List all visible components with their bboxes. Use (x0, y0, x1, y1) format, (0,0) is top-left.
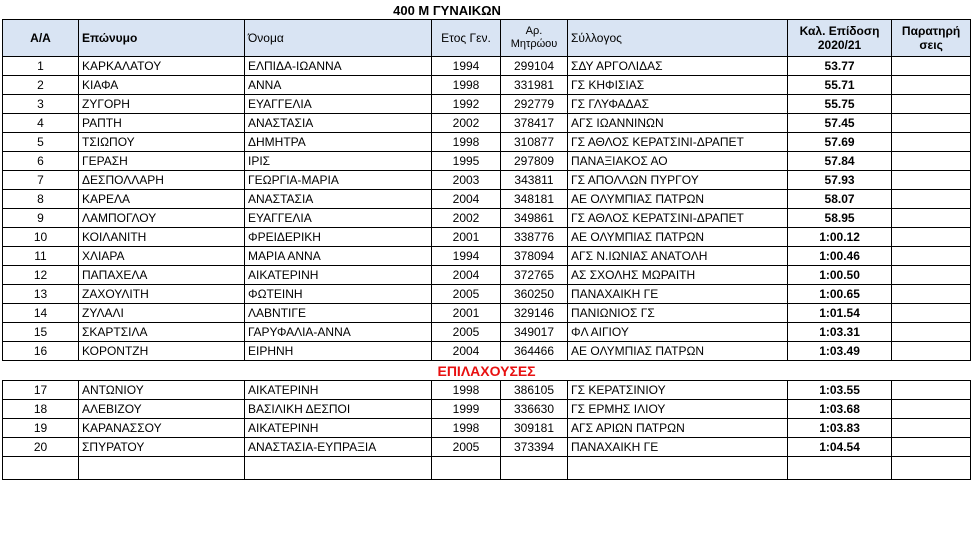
cell-surname: ΡΑΠΤΗ (79, 114, 245, 133)
cell-notes (892, 438, 971, 457)
blank-row (3, 457, 971, 480)
cell-notes (892, 95, 971, 114)
cell-year: 2001 (432, 228, 501, 247)
cell-aa: 18 (3, 400, 79, 419)
cell-surname: ΣΠΥΡΑΤΟΥ (79, 438, 245, 457)
cell-name: ΔΗΜΗΤΡΑ (245, 133, 432, 152)
cell-notes (892, 323, 971, 342)
cell-year: 1998 (432, 76, 501, 95)
cell-club: ΓΣ ΑΠΟΛΛΩΝ ΠΥΡΓΟΥ (568, 171, 788, 190)
header-best: Καλ. Επίδοση 2020/21 (788, 20, 892, 57)
cell-notes (892, 342, 971, 361)
cell-club: ΠΑΝΑΧΑΙΚΗ ΓΕ (568, 438, 788, 457)
cell-aa: 9 (3, 209, 79, 228)
cell-aa: 6 (3, 152, 79, 171)
cell-surname: ΛΑΜΠΟΓΛΟΥ (79, 209, 245, 228)
blank-cell (79, 457, 245, 480)
blank-cell (892, 2, 971, 20)
cell-aa: 17 (3, 381, 79, 400)
cell-club: ΑΕ ΟΛΥΜΠΙΑΣ ΠΑΤΡΩΝ (568, 228, 788, 247)
cell-name: ΑΙΚΑΤΕΡΙΝΗ (245, 266, 432, 285)
table-row (3, 400, 971, 419)
cell-surname: ΚΟΙΛΑΝΙΤΗ (79, 228, 245, 247)
table-row (3, 171, 971, 190)
cell-notes (892, 266, 971, 285)
cell-aa: 14 (3, 304, 79, 323)
cell-notes (892, 247, 971, 266)
cell-name: ΓΑΡΥΦΑΛΙΑ-ΑΝΝΑ (245, 323, 432, 342)
table-row (3, 342, 971, 361)
cell-reg: 386105 (501, 381, 568, 400)
cell-year: 1998 (432, 133, 501, 152)
header-name: Όνομα (245, 20, 432, 57)
table-row (3, 114, 971, 133)
cell-best: 57.93 (788, 171, 892, 190)
cell-club: ΓΣ ΑΘΛΟΣ ΚΕΡΑΤΣΙΝΙ-ΔΡΑΠΕΤ (568, 133, 788, 152)
cell-surname: ΠΑΠΑΧΕΛΑ (79, 266, 245, 285)
cell-name: ΕΙΡΗΝΗ (245, 342, 432, 361)
cell-club: ΓΣ ΕΡΜΗΣ ΙΛΙΟΥ (568, 400, 788, 419)
cell-reg: 309181 (501, 419, 568, 438)
results-table (2, 2, 971, 480)
cell-name: ΕΥΑΓΓΕΛΙΑ (245, 209, 432, 228)
cell-reg: 348181 (501, 190, 568, 209)
table-row (3, 57, 971, 76)
cell-club: ΑΕ ΟΛΥΜΠΙΑΣ ΠΑΤΡΩΝ (568, 190, 788, 209)
header-year: Ετος Γεν. (432, 20, 501, 57)
cell-name: ΕΛΠΙΔΑ-ΙΩΑΝΝΑ (245, 57, 432, 76)
cell-best: 1:00.46 (788, 247, 892, 266)
table-title: 400 Μ ΓΥΝΑΙΚΩΝ (3, 2, 892, 20)
spreadsheet (2, 2, 970, 480)
table-row (3, 133, 971, 152)
cell-year: 2005 (432, 438, 501, 457)
cell-surname: ΖΥΓΟΡΗ (79, 95, 245, 114)
cell-surname: ΧΛΙΑΡΑ (79, 247, 245, 266)
cell-best: 55.75 (788, 95, 892, 114)
cell-year: 1994 (432, 247, 501, 266)
title-row (3, 2, 971, 20)
cell-club: ΦΛ ΑΙΓΙΟΥ (568, 323, 788, 342)
cell-reg: 297809 (501, 152, 568, 171)
cell-aa: 8 (3, 190, 79, 209)
cell-name: ΦΡΕΙΔΕΡΙΚΗ (245, 228, 432, 247)
table-row (3, 95, 971, 114)
cell-notes (892, 419, 971, 438)
cell-reg: 378094 (501, 247, 568, 266)
cell-club: ΓΣ ΓΛΥΦΑΔΑΣ (568, 95, 788, 114)
cell-surname: ΑΛΕΒΙΖΟΥ (79, 400, 245, 419)
blank-cell (501, 457, 568, 480)
cell-notes (892, 76, 971, 95)
cell-reg: 331981 (501, 76, 568, 95)
cell-year: 2002 (432, 209, 501, 228)
blank-cell (788, 457, 892, 480)
blank-cell (245, 457, 432, 480)
header-row (3, 20, 971, 57)
blank-cell (568, 457, 788, 480)
cell-year: 2005 (432, 285, 501, 304)
cell-best: 57.84 (788, 152, 892, 171)
table-row (3, 209, 971, 228)
cell-reg: 364466 (501, 342, 568, 361)
cell-notes (892, 228, 971, 247)
table-row (3, 190, 971, 209)
cell-best: 57.45 (788, 114, 892, 133)
cell-year: 2001 (432, 304, 501, 323)
cell-surname: ΚΑΡΕΛΑ (79, 190, 245, 209)
cell-name: ΜΑΡΙΑ ΑΝΝΑ (245, 247, 432, 266)
table-row (3, 304, 971, 323)
cell-surname: ΚΟΡΟΝΤΖΗ (79, 342, 245, 361)
cell-notes (892, 57, 971, 76)
cell-notes (892, 209, 971, 228)
cell-best: 58.07 (788, 190, 892, 209)
cell-reg: 378417 (501, 114, 568, 133)
cell-club: ΣΔΥ ΑΡΓΟΛΙΔΑΣ (568, 57, 788, 76)
cell-notes (892, 133, 971, 152)
cell-best: 1:00.12 (788, 228, 892, 247)
cell-name: ΓΕΩΡΓΙΑ-ΜΑΡΙΑ (245, 171, 432, 190)
cell-notes (892, 285, 971, 304)
table-row (3, 438, 971, 457)
cell-best: 1:03.55 (788, 381, 892, 400)
cell-aa: 13 (3, 285, 79, 304)
cell-year: 1999 (432, 400, 501, 419)
cell-name: ΑΝΝΑ (245, 76, 432, 95)
cell-surname: ΚΑΡΑΝΑΣΣΟΥ (79, 419, 245, 438)
cell-aa: 15 (3, 323, 79, 342)
cell-aa: 5 (3, 133, 79, 152)
cell-year: 2004 (432, 342, 501, 361)
cell-club: ΑΓΣ Ν.ΙΩΝΙΑΣ ΑΝΑΤΟΛΗ (568, 247, 788, 266)
cell-club: ΓΣ ΑΘΛΟΣ ΚΕΡΑΤΣΙΝΙ-ΔΡΑΠΕΤ (568, 209, 788, 228)
header-surname: Επώνυμο (79, 20, 245, 57)
table-row (3, 152, 971, 171)
cell-name: ΑΝΑΣΤΑΣΙΑ (245, 190, 432, 209)
cell-surname: ΤΣΙΩΠΟΥ (79, 133, 245, 152)
cell-reg: 310877 (501, 133, 568, 152)
blank-cell (3, 457, 79, 480)
cell-year: 2004 (432, 190, 501, 209)
table-row (3, 76, 971, 95)
cell-best: 1:03.49 (788, 342, 892, 361)
cell-name: ΑΙΚΑΤΕΡΙΝΗ (245, 381, 432, 400)
cell-name: ΒΑΣΙΛΙΚΗ ΔΕΣΠΟΙ (245, 400, 432, 419)
cell-year: 1998 (432, 381, 501, 400)
cell-reg: 299104 (501, 57, 568, 76)
cell-surname: ΚΑΡΚΑΛΑΤΟΥ (79, 57, 245, 76)
cell-club: ΑΓΣ ΙΩΑΝΝΙΝΩΝ (568, 114, 788, 133)
cell-name: ΕΥΑΓΓΕΛΙΑ (245, 95, 432, 114)
cell-aa: 19 (3, 419, 79, 438)
cell-club: ΠΑΝΑΧΑΙΚΗ ΓΕ (568, 285, 788, 304)
cell-aa: 3 (3, 95, 79, 114)
table-row (3, 323, 971, 342)
cell-best: 1:00.65 (788, 285, 892, 304)
blank-cell (432, 457, 501, 480)
cell-club: ΑΓΣ ΑΡΙΩΝ ΠΑΤΡΩΝ (568, 419, 788, 438)
header-notes: Παρατηρή σεις (892, 20, 971, 57)
cell-year: 1998 (432, 419, 501, 438)
cell-aa: 1 (3, 57, 79, 76)
cell-surname: ΖΥΛΑΛΙ (79, 304, 245, 323)
cell-notes (892, 190, 971, 209)
cell-club: ΓΣ ΚΗΦΙΣΙΑΣ (568, 76, 788, 95)
cell-best: 1:03.68 (788, 400, 892, 419)
cell-reg: 292779 (501, 95, 568, 114)
cell-reg: 343811 (501, 171, 568, 190)
cell-surname: ΔΕΣΠΟΛΛΑΡΗ (79, 171, 245, 190)
cell-club: ΠΑΝΑΞΙΑΚΟΣ ΑΟ (568, 152, 788, 171)
cell-year: 2005 (432, 323, 501, 342)
cell-year: 2002 (432, 114, 501, 133)
cell-best: 1:04.54 (788, 438, 892, 457)
cell-year: 1995 (432, 152, 501, 171)
header-reg: Αρ. Μητρώου (501, 20, 568, 57)
cell-year: 2003 (432, 171, 501, 190)
cell-surname: ΓΕΡΑΣΗ (79, 152, 245, 171)
cell-notes (892, 114, 971, 133)
blank-cell (892, 457, 971, 480)
table-row (3, 228, 971, 247)
cell-reg: 349861 (501, 209, 568, 228)
cell-notes (892, 400, 971, 419)
reserves-title: ΕΠΙΛΑΧΟΥΣΕΣ (3, 361, 971, 381)
cell-reg: 373394 (501, 438, 568, 457)
cell-name: ΦΩΤΕΙΝΗ (245, 285, 432, 304)
cell-best: 53.77 (788, 57, 892, 76)
cell-reg: 338776 (501, 228, 568, 247)
cell-aa: 11 (3, 247, 79, 266)
cell-name: ΑΝΑΣΤΑΣΙΑ-ΕΥΠΡΑΞΙΑ (245, 438, 432, 457)
cell-club: ΓΣ ΚΕΡΑΤΣΙΝΙΟΥ (568, 381, 788, 400)
cell-surname: ΚΙΑΦΑ (79, 76, 245, 95)
table-row (3, 266, 971, 285)
table-row (3, 247, 971, 266)
cell-reg: 360250 (501, 285, 568, 304)
cell-aa: 16 (3, 342, 79, 361)
cell-year: 2004 (432, 266, 501, 285)
cell-best: 1:00.50 (788, 266, 892, 285)
cell-year: 1994 (432, 57, 501, 76)
cell-reg: 329146 (501, 304, 568, 323)
cell-best: 1:01.54 (788, 304, 892, 323)
cell-year: 1992 (432, 95, 501, 114)
cell-aa: 10 (3, 228, 79, 247)
cell-reg: 336630 (501, 400, 568, 419)
cell-reg: 349017 (501, 323, 568, 342)
cell-aa: 7 (3, 171, 79, 190)
cell-surname: ΑΝΤΩΝΙΟΥ (79, 381, 245, 400)
cell-best: 58.95 (788, 209, 892, 228)
reserves-row (3, 361, 971, 381)
cell-notes (892, 381, 971, 400)
cell-aa: 12 (3, 266, 79, 285)
cell-name: ΛΑΒΝΤΙΓΕ (245, 304, 432, 323)
cell-surname: ΣΚΑΡΤΣΙΛΑ (79, 323, 245, 342)
cell-aa: 4 (3, 114, 79, 133)
cell-name: ΙΡΙΣ (245, 152, 432, 171)
table-row (3, 285, 971, 304)
header-aa: Α/Α (3, 20, 79, 57)
cell-name: ΑΝΑΣΤΑΣΙΑ (245, 114, 432, 133)
cell-club: ΑΣ ΣΧΟΛΗΣ ΜΩΡΑΙΤΗ (568, 266, 788, 285)
cell-best: 57.69 (788, 133, 892, 152)
cell-club: ΠΑΝΙΩΝΙΟΣ ΓΣ (568, 304, 788, 323)
cell-club: ΑΕ ΟΛΥΜΠΙΑΣ ΠΑΤΡΩΝ (568, 342, 788, 361)
cell-notes (892, 171, 971, 190)
cell-aa: 20 (3, 438, 79, 457)
cell-reg: 372765 (501, 266, 568, 285)
cell-best: 55.71 (788, 76, 892, 95)
cell-notes (892, 304, 971, 323)
cell-name: ΑΙΚΑΤΕΡΙΝΗ (245, 419, 432, 438)
cell-surname: ΖΑΧΟΥΛΙΤΗ (79, 285, 245, 304)
header-club: Σύλλογος (568, 20, 788, 57)
cell-aa: 2 (3, 76, 79, 95)
table-row (3, 381, 971, 400)
cell-best: 1:03.31 (788, 323, 892, 342)
cell-best: 1:03.83 (788, 419, 892, 438)
cell-notes (892, 152, 971, 171)
table-row (3, 419, 971, 438)
